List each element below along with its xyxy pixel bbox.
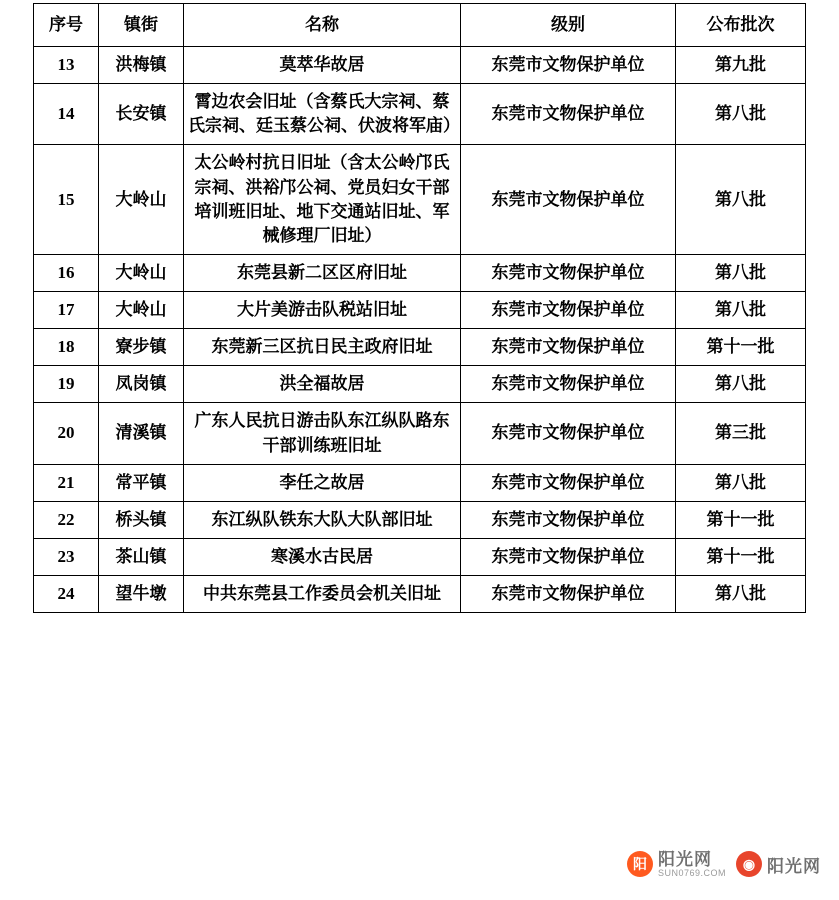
cell-name: 大片美游击队税站旧址 xyxy=(184,292,461,329)
cell-town: 大岭山 xyxy=(99,292,184,329)
table-row xyxy=(34,292,806,329)
table-row xyxy=(34,145,806,255)
cell-level: 东莞市文物保护单位 xyxy=(461,47,676,84)
table-header-row xyxy=(34,4,806,47)
cell-index: 19 xyxy=(34,366,99,403)
cell-batch: 第八批 xyxy=(676,292,806,329)
cell-level: 东莞市文物保护单位 xyxy=(461,538,676,575)
circle-logo-icon: ◉ xyxy=(736,851,762,877)
table-row xyxy=(34,501,806,538)
cell-index: 13 xyxy=(34,47,99,84)
watermark-overlay xyxy=(627,851,821,878)
table-row xyxy=(34,47,806,84)
cell-batch: 第八批 xyxy=(676,576,806,613)
cell-name: 东江纵队铁东大队大队部旧址 xyxy=(184,501,461,538)
cell-index: 14 xyxy=(34,84,99,145)
heritage-sites-table xyxy=(33,3,806,613)
cell-batch: 第八批 xyxy=(676,84,806,145)
watermark-sun0769 xyxy=(627,851,726,878)
watermark-sun0769-main: 阳光网 xyxy=(657,849,712,869)
cell-level: 东莞市文物保护单位 xyxy=(461,292,676,329)
cell-level: 东莞市文物保护单位 xyxy=(461,145,676,255)
cell-index: 15 xyxy=(34,145,99,255)
column-header-name: 名称 xyxy=(184,4,461,47)
cell-town: 寮步镇 xyxy=(99,329,184,366)
cell-batch: 第八批 xyxy=(676,366,806,403)
table-row xyxy=(34,403,806,464)
cell-name: 广东人民抗日游击队东江纵队路东干部训练班旧址 xyxy=(184,403,461,464)
cell-town: 茶山镇 xyxy=(99,538,184,575)
watermark-secondary-text: 阳光网 xyxy=(767,856,821,876)
cell-level: 东莞市文物保护单位 xyxy=(461,84,676,145)
column-header-batch: 公布批次 xyxy=(676,4,806,47)
cell-level: 东莞市文物保护单位 xyxy=(461,254,676,291)
sun-logo-icon: 阳 xyxy=(627,851,653,877)
cell-index: 16 xyxy=(34,254,99,291)
cell-batch: 第十一批 xyxy=(676,329,806,366)
cell-name: 东莞县新二区区府旧址 xyxy=(184,254,461,291)
cell-batch: 第十一批 xyxy=(676,501,806,538)
cell-town: 清溪镇 xyxy=(99,403,184,464)
table-row xyxy=(34,464,806,501)
watermark-sun0769-sub: SUN0769.COM xyxy=(657,867,726,878)
table-row xyxy=(34,254,806,291)
cell-name: 东莞新三区抗日民主政府旧址 xyxy=(184,329,461,366)
cell-batch: 第八批 xyxy=(676,464,806,501)
cell-town: 桥头镇 xyxy=(99,501,184,538)
column-header-town: 镇街 xyxy=(99,4,184,47)
cell-town: 凤岗镇 xyxy=(99,366,184,403)
table-row xyxy=(34,576,806,613)
cell-batch: 第八批 xyxy=(676,254,806,291)
watermark-secondary xyxy=(736,851,821,877)
cell-name: 洪全福故居 xyxy=(184,366,461,403)
table-row xyxy=(34,329,806,366)
cell-name: 寒溪水古民居 xyxy=(184,538,461,575)
cell-town: 大岭山 xyxy=(99,254,184,291)
cell-index: 17 xyxy=(34,292,99,329)
cell-town: 望牛墩 xyxy=(99,576,184,613)
cell-batch: 第十一批 xyxy=(676,538,806,575)
table-body xyxy=(34,47,806,613)
cell-index: 18 xyxy=(34,329,99,366)
watermark-sun0769-text xyxy=(658,851,726,878)
cell-index: 24 xyxy=(34,576,99,613)
cell-batch: 第八批 xyxy=(676,145,806,255)
column-header-index: 序号 xyxy=(34,4,99,47)
cell-index: 21 xyxy=(34,464,99,501)
cell-level: 东莞市文物保护单位 xyxy=(461,501,676,538)
column-header-level: 级别 xyxy=(461,4,676,47)
cell-town: 洪梅镇 xyxy=(99,47,184,84)
cell-index: 20 xyxy=(34,403,99,464)
cell-index: 23 xyxy=(34,538,99,575)
cell-town: 大岭山 xyxy=(99,145,184,255)
table-row xyxy=(34,538,806,575)
cell-index: 22 xyxy=(34,501,99,538)
cell-name: 太公岭村抗日旧址（含太公岭邝氏宗祠、洪裕邝公祠、党员妇女干部培训班旧址、地下交通站旧址、军械修理厂旧址） xyxy=(184,145,461,255)
table-row xyxy=(34,366,806,403)
cell-name: 李任之故居 xyxy=(184,464,461,501)
cell-level: 东莞市文物保护单位 xyxy=(461,464,676,501)
table-row xyxy=(34,84,806,145)
table-header xyxy=(34,4,806,47)
cell-town: 常平镇 xyxy=(99,464,184,501)
cell-level: 东莞市文物保护单位 xyxy=(461,403,676,464)
cell-name: 莫萃华故居 xyxy=(184,47,461,84)
cell-batch: 第九批 xyxy=(676,47,806,84)
cell-level: 东莞市文物保护单位 xyxy=(461,576,676,613)
cell-level: 东莞市文物保护单位 xyxy=(461,366,676,403)
cell-level: 东莞市文物保护单位 xyxy=(461,329,676,366)
cell-town: 长安镇 xyxy=(99,84,184,145)
cell-batch: 第三批 xyxy=(676,403,806,464)
cell-name: 中共东莞县工作委员会机关旧址 xyxy=(184,576,461,613)
cell-name: 霄边农会旧址（含蔡氏大宗祠、蔡氏宗祠、廷玉蔡公祠、伏波将军庙） xyxy=(184,84,461,145)
